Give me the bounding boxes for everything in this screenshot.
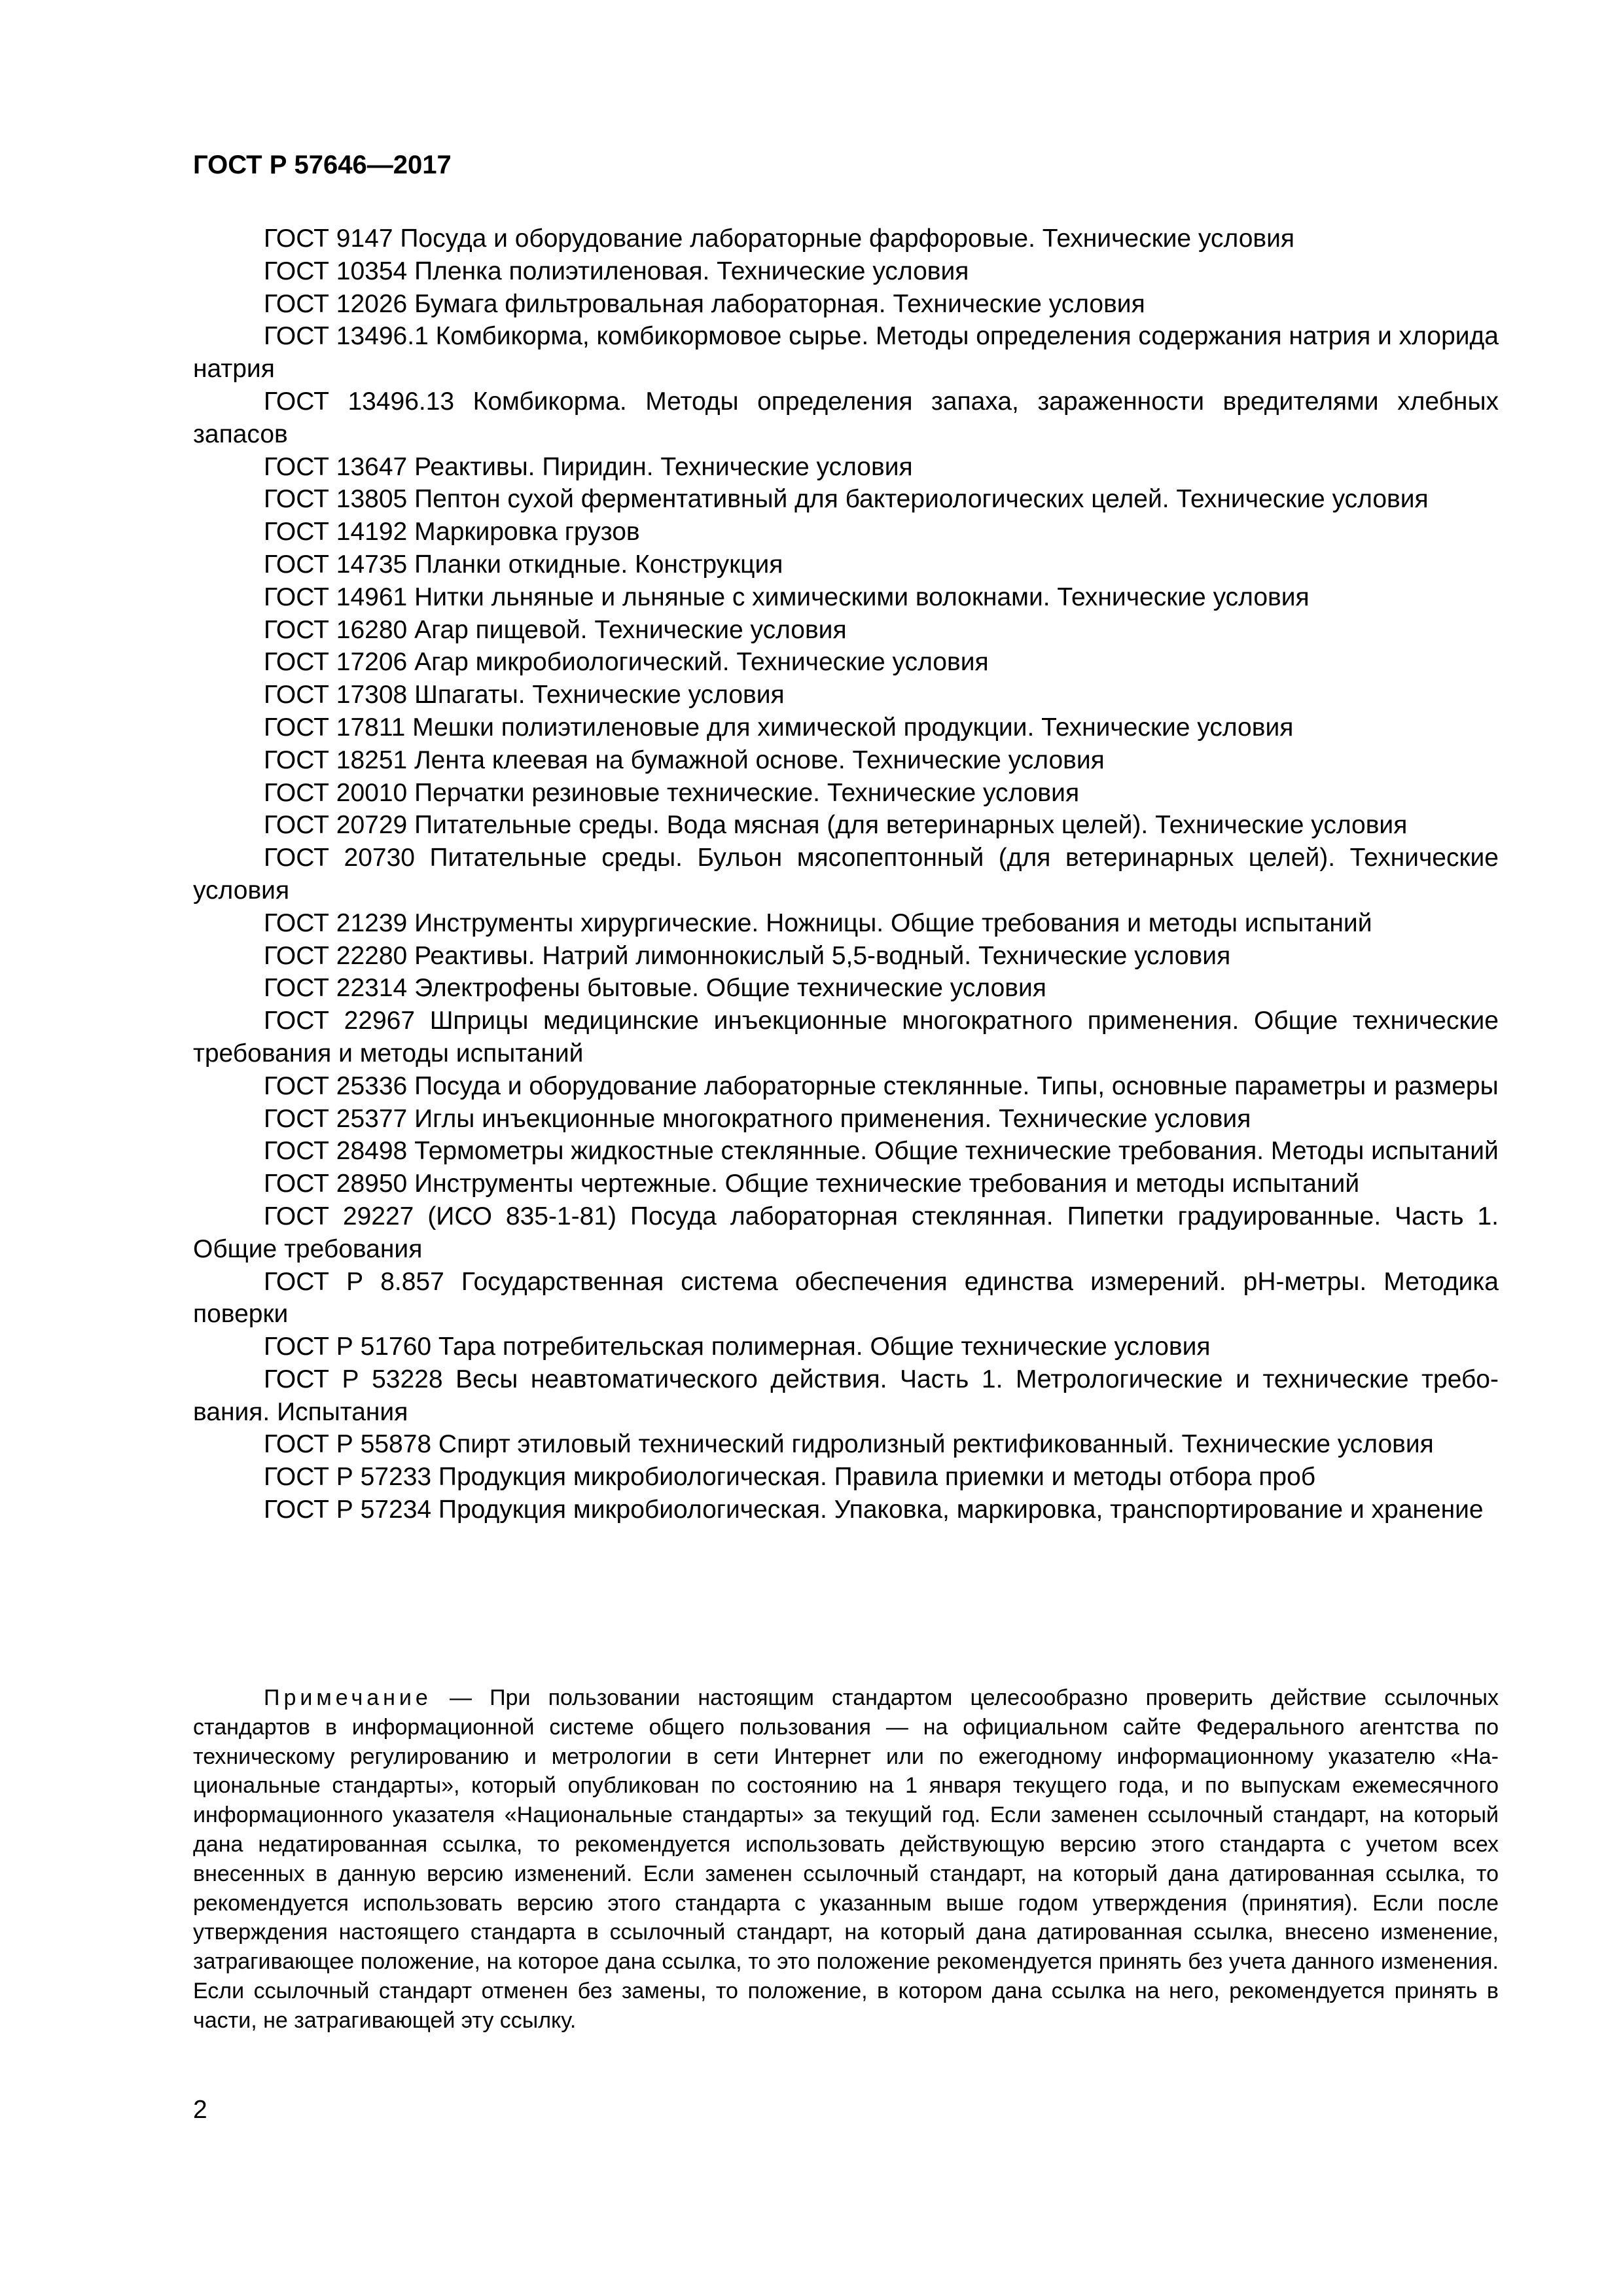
reference-item: ГОСТ 22280 Реактивы. Натрий лимоннокислый 5,5-водный. Технические условия <box>264 941 1231 970</box>
reference-item: ГОСТ 20729 Питательные среды. Вода мясная (для ветеринарных целей). Технические условия <box>264 811 1408 840</box>
reference-item: ГОСТ 13647 Реактивы. Пиридин. Технические условия <box>264 452 913 481</box>
reference-item: ГОСТ 17206 Агар микробиологический. Технические условия <box>264 648 989 677</box>
reference-item: ГОСТ Р 51760 Тара потребительская полимерная. Общие технические условия <box>264 1333 1211 1361</box>
normative-references-list <box>193 223 1499 1526</box>
reference-item: ГОСТ 25377 Иглы инъекционные многократного применения. Технические условия <box>264 1104 1251 1133</box>
reference-item: ГОСТ 14192 Маркировка грузов <box>264 518 640 547</box>
reference-item: ГОСТ Р 53228 Весы неавтоматического действия. Часть 1. Метрологические и технические требования. Испытания <box>193 1365 1499 1426</box>
reference-item: ГОСТ 28498 Термометры жидкостные стеклянные. Общие технические требования. Методы испытаний <box>264 1137 1499 1166</box>
reference-item: ГОСТ 14735 Планки откидные. Конструкция <box>264 550 783 579</box>
reference-item: ГОСТ 12026 Бумага фильтровальная лабораторная. Технические условия <box>264 289 1145 318</box>
note-paragraph <box>193 1683 1499 2036</box>
reference-item: ГОСТ Р 57234 Продукция микробиологическая. Упаковка, маркировка, транспортирование и хранение <box>264 1496 1484 1524</box>
note-text: — При пользовании настоящим стандартом целесообразно проверить действие ссылочных стандартов в информационной системе общего пользования — на официальном сайте Федерального агентства по техническому регулированию и метрологии в сети Интернет или по ежегодному информационному указателю «Национальные стандарты», который опубликован по состоянию на 1 января текущего года, и по выпускам ежемесячного информационного указателя «Национальные стандарты» за текущий год. Если заменен ссылочный стандарт, на который дана недатированная ссылка, то рекомендуется использовать действующую версию этого стандарта с учетом всех внесенных в данную версию изменений. Если заменен ссылочный стандарт, на который дана датированная ссылка, то рекомендуется использовать версию этого стандарта с указанным выше годом утверждения (принятия). Если после утверждения настоящего стандарта в ссылочный стандарт, на который дана датированная ссылка, внесено изменение, затрагивающее положение, на которое дана ссылка, то это положение рекомендуется принять без учета данного изменения. Если ссылочный стандарт отменен без замены, то положение, в котором дана ссылка на него, рекомендуется принять в части, не затрагивающей эту ссылку. <box>193 1685 1499 2033</box>
page-header-doc-code: ГОСТ Р 57646—2017 <box>193 151 452 179</box>
note-label: Примечание <box>264 1685 432 1710</box>
reference-item: ГОСТ 20730 Питательные среды. Бульон мясопептонный (для ветеринарных целей). Технические условия <box>193 844 1499 905</box>
reference-item: ГОСТ 22314 Электрофены бытовые. Общие технические условия <box>264 974 1046 1003</box>
reference-item: ГОСТ 22967 Шприцы медицинские инъекционные многократного применения. Общие технические требования и методы испытаний <box>193 1007 1499 1067</box>
reference-item: ГОСТ 14961 Нитки льняные и льняные с химическими волокнами. Технические условия <box>264 583 1310 611</box>
reference-item: ГОСТ 21239 Инструменты хирургические. Ножницы. Общие требования и методы испытаний <box>264 908 1372 937</box>
reference-item: ГОСТ 28950 Инструменты чертежные. Общие технические требования и методы испытаний <box>264 1170 1360 1198</box>
reference-item: ГОСТ 18251 Лента клеевая на бумажной основе. Технические условия <box>264 745 1105 774</box>
reference-item: ГОСТ Р 55878 Спирт этиловый технический гидролизный ректификованный. Технические условия <box>264 1430 1434 1459</box>
reference-item: ГОСТ 29227 (ИСО 835-1-81) Посуда лабораторная стеклянная. Пипетки градуированные. Часть 1. Общие требования <box>193 1202 1499 1263</box>
reference-item: ГОСТ 9147 Посуда и оборудование лабораторные фарфоровые. Технические условия <box>264 224 1295 253</box>
reference-item: ГОСТ Р 8.857 Государственная система обеспечения единства измерений. pH-метры. Методика поверки <box>193 1267 1499 1329</box>
reference-item: ГОСТ 16280 Агар пищевой. Технические условия <box>264 615 847 644</box>
reference-item: ГОСТ 17811 Мешки полиэтиленовые для химической продукции. Технические условия <box>264 713 1294 742</box>
reference-item: ГОСТ Р 57233 Продукция микробиологическая. Правила приемки и методы отбора проб <box>264 1463 1316 1492</box>
page-number: 2 <box>193 2096 207 2124</box>
reference-item: ГОСТ 13805 Пептон сухой ферментативный для бактериологических целей. Технические условия <box>264 485 1429 514</box>
reference-item: ГОСТ 13496.1 Комбикорма, комбикормовое сырье. Методы определения содержания натрия и хлорида натрия <box>193 322 1499 384</box>
reference-item: ГОСТ 20010 Перчатки резиновые технические. Технические условия <box>264 778 1080 807</box>
reference-item: ГОСТ 13496.13 Комбикорма. Методы определения запаха, зараженности вредителями хлебных запасов <box>193 387 1499 448</box>
reference-item: ГОСТ 10354 Пленка полиэтиленовая. Технические условия <box>264 257 969 285</box>
reference-item: ГОСТ 25336 Посуда и оборудование лабораторные стеклянные. Типы, основные параметры и размеры <box>264 1071 1499 1100</box>
reference-item: ГОСТ 17308 Шпагаты. Технические условия <box>264 681 785 709</box>
